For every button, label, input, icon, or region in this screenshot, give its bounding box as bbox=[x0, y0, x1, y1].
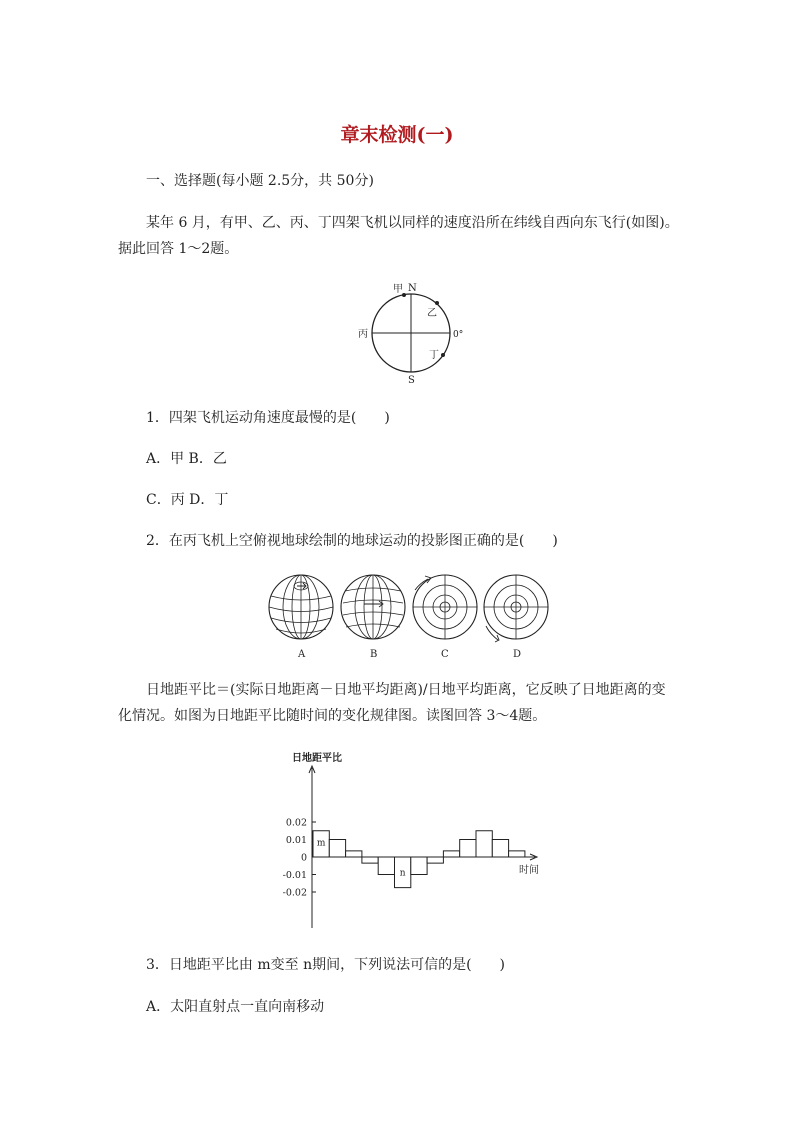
intro-2-line-2: 化情况。如图为日地距平比随时间的变化规律图。读图回答 3～4题。 bbox=[118, 708, 547, 724]
question-1-options-cd: C．丙 D．丁 bbox=[146, 492, 229, 508]
label-bing: 丙 bbox=[358, 329, 368, 340]
chart-bar bbox=[362, 857, 378, 863]
chart-bar bbox=[460, 840, 476, 858]
label-south: S bbox=[408, 375, 415, 386]
globe-c bbox=[413, 575, 477, 639]
globe-label-b: B bbox=[370, 649, 378, 660]
y-tick-label: 0 bbox=[300, 852, 307, 864]
question-3-option-a: A．太阳直射点一直向南移动 bbox=[146, 999, 325, 1015]
question-1-options-ab: A．甲 B．乙 bbox=[146, 451, 227, 467]
chart-bar bbox=[346, 851, 362, 857]
chart-bar bbox=[443, 851, 459, 857]
chart-bar bbox=[329, 840, 345, 858]
globe-label-d: D bbox=[513, 649, 522, 660]
label-jia: 甲 bbox=[393, 284, 403, 295]
chart-bar bbox=[509, 851, 525, 857]
globe-a bbox=[269, 575, 333, 639]
question-1-stem: 1．四架飞机运动角速度最慢的是( ) bbox=[146, 410, 390, 426]
y-tick-label: 0.01 bbox=[285, 835, 307, 846]
question-3-stem: 3．日地距平比由 m变至 n期间，下列说法可信的是( ) bbox=[146, 957, 506, 973]
globe-b bbox=[341, 575, 405, 639]
y-tick-label: -0.01 bbox=[282, 870, 307, 881]
question-2-stem: 2．在丙飞机上空俯视地球绘制的地球运动的投影图正确的是( ) bbox=[146, 533, 558, 549]
globe-label-a: A bbox=[298, 649, 306, 660]
globe-d bbox=[484, 575, 548, 642]
figure-planes-circle bbox=[350, 280, 470, 386]
chart-xlabel: 时间 bbox=[519, 865, 539, 876]
label-ding: 丁 bbox=[429, 350, 439, 361]
chart-ylabel: 日地距平比 bbox=[292, 753, 342, 764]
chart-bar bbox=[411, 857, 427, 875]
chart-bar bbox=[476, 831, 492, 857]
label-longitude: 0° bbox=[453, 330, 464, 340]
bar-annotation-n: n bbox=[399, 868, 406, 879]
intro-1-line-1: 某年 6 月，有甲、乙、丙、丁四架飞机以同样的速度沿所在纬线自西向东飞行(如图)。 bbox=[146, 215, 679, 231]
intro-1-line-2: 据此回答 1～2题。 bbox=[118, 241, 239, 257]
label-yi: 乙 bbox=[427, 308, 437, 319]
page-title: 章末检测(一) bbox=[340, 124, 454, 146]
y-tick-label: 0.02 bbox=[285, 817, 307, 829]
bar-annotation-m: m bbox=[316, 838, 326, 849]
figure-globe-projections bbox=[262, 570, 556, 662]
globe-label-c: C bbox=[441, 649, 449, 660]
chart-bar bbox=[427, 857, 443, 863]
plane-yi-dot bbox=[435, 301, 439, 305]
y-tick-label: -0.02 bbox=[282, 887, 307, 899]
section-heading: 一、选择题(每小题 2.5分，共 50分) bbox=[146, 173, 374, 189]
intro-2-line-1: 日地距平比＝(实际日地距离－日地平均距离)/日地平均距离，它反映了日地距离的变 bbox=[146, 682, 666, 698]
sun-earth-distance-chart bbox=[270, 745, 550, 935]
label-north: N bbox=[408, 283, 417, 294]
chart-bar bbox=[492, 840, 508, 858]
plane-ding-dot bbox=[441, 353, 445, 357]
chart-bar bbox=[378, 857, 394, 875]
